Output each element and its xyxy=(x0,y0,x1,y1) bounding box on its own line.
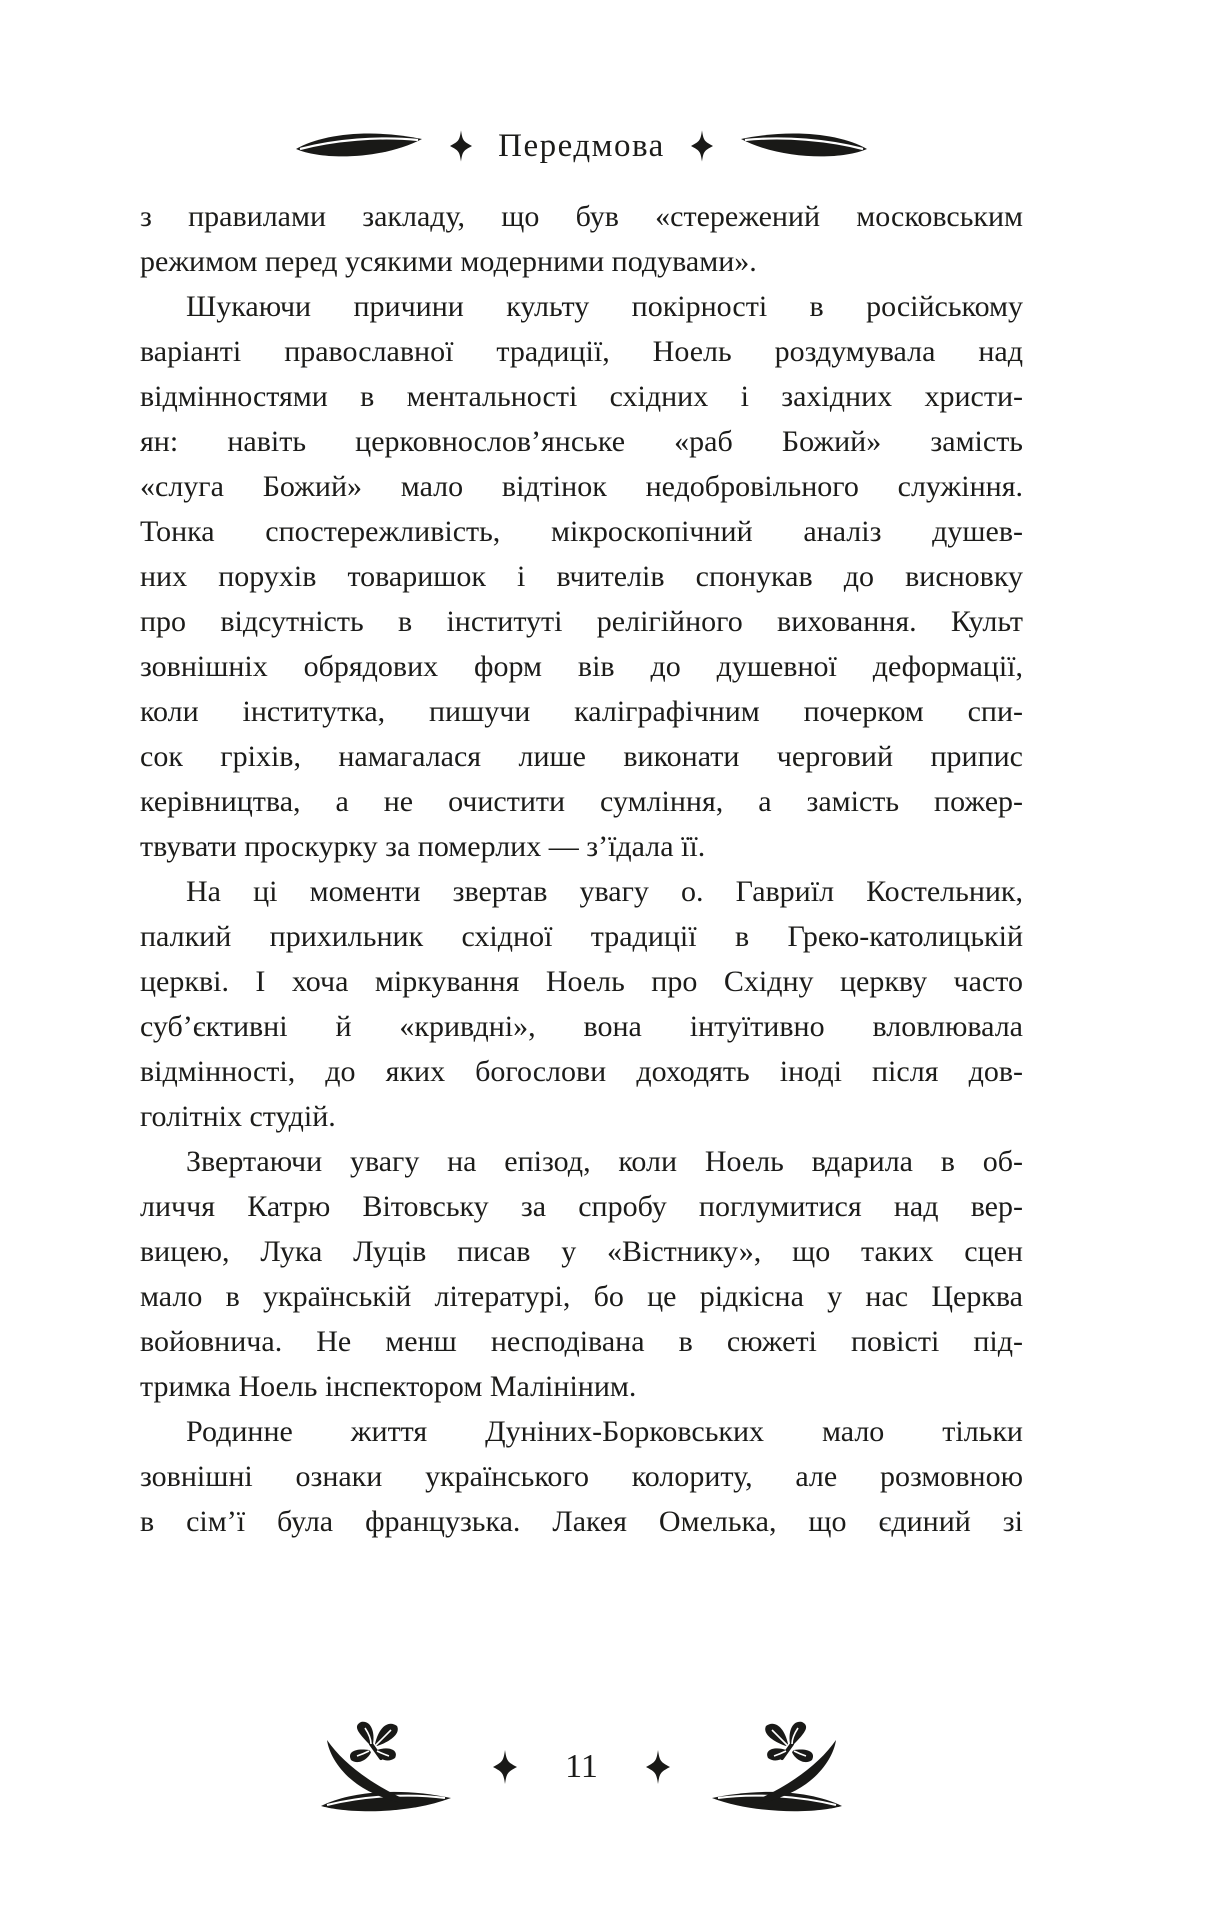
text-line: зовнішні ознаки українського колориту, але розмовною xyxy=(140,1460,1023,1493)
text-line: вицею, Лука Луців писав у «Вістнику», що таких сцен xyxy=(140,1235,1023,1268)
text-line: в сім’ї була французька. Лакея Омелька, що єдиний зі xyxy=(140,1505,1023,1538)
text-line: варіанті православної традиції, Ноель роздумувала над xyxy=(140,335,1023,368)
text-line: палкий прихильник східної традиції в Греко-католицькій xyxy=(140,920,1023,953)
text-line: про відсутність в інституті релігійного виховання. Культ xyxy=(140,605,1023,638)
sparkle-icon xyxy=(646,1750,670,1784)
text-line: церкві. І хоча міркування Ноель про Східну церкву часто xyxy=(140,965,1023,998)
text-line: твувати проскурку за померлих — з’їдала її. xyxy=(140,830,706,863)
butterfly-sprig-icon xyxy=(704,1718,854,1816)
text-line: голітніх студій. xyxy=(140,1100,336,1133)
text-line: войовнича. Не менш несподівана в сюжеті повісті під- xyxy=(140,1325,1023,1358)
text-line: «слуга Божий» мало відтінок недобровільного служіння. xyxy=(140,470,1023,503)
text-line: Родинне життя Дуніних-Борковських мало тільки xyxy=(186,1415,1023,1448)
text-line: личчя Катрю Вітовську за спробу поглумитися над вер- xyxy=(140,1190,1023,1223)
leaf-flourish-icon xyxy=(739,129,869,163)
text-line: Тонка спостережливість, мікроскопічний аналіз душев- xyxy=(140,515,1023,548)
text-line: режимом перед усякими модерними подувами». xyxy=(140,245,757,278)
sparkle-icon xyxy=(493,1750,517,1784)
page-number: 11 xyxy=(565,1748,598,1785)
text-line: відмінності, до яких богослови доходять іноді після дов- xyxy=(140,1055,1023,1088)
text-line: сок гріхів, намагалася лише виконати черговий припис xyxy=(140,740,1023,773)
leaf-flourish-icon xyxy=(294,129,424,163)
text-line: На ці моменти звертав увагу о. Гавриїл Костельник, xyxy=(186,875,1023,908)
sparkle-icon xyxy=(691,130,713,162)
page-header xyxy=(140,118,1023,174)
text-line: тримка Ноель інспектором Малініним. xyxy=(140,1370,637,1403)
text-line: них порухів товаришок і вчителів спонукав до висновку xyxy=(140,560,1023,593)
text-line: відмінностями в ментальності східних і західних христи- xyxy=(140,380,1023,413)
body-text xyxy=(140,194,1023,1544)
text-line: мало в українській літературі, бо це рідкісна у нас Церква xyxy=(140,1280,1023,1313)
sparkle-icon xyxy=(450,130,472,162)
text-line: коли інститутка, пишучи каліграфічним почерком спи- xyxy=(140,695,1023,728)
butterfly-sprig-icon xyxy=(309,1718,459,1816)
text-line: зовнішніх обрядових форм вів до душевної деформації, xyxy=(140,650,1023,683)
text-line: суб’єктивні й «кривдні», вона інтуїтивно вловлювала xyxy=(140,1010,1023,1043)
text-line: керівництва, а не очистити сумління, а замість пожер- xyxy=(140,785,1023,818)
text-line: з правилами закладу, що був «стережений московським xyxy=(140,200,1023,233)
text-line: Шукаючи причини культу покірності в російському xyxy=(186,290,1023,323)
text-line: Звертаючи увагу на епізод, коли Ноель вдарила в об- xyxy=(186,1145,1023,1178)
text-line: ян: навіть церковнослов’янське «раб Божий» замість xyxy=(140,425,1023,458)
page-footer xyxy=(140,1712,1023,1822)
chapter-title: Передмова xyxy=(498,127,665,164)
